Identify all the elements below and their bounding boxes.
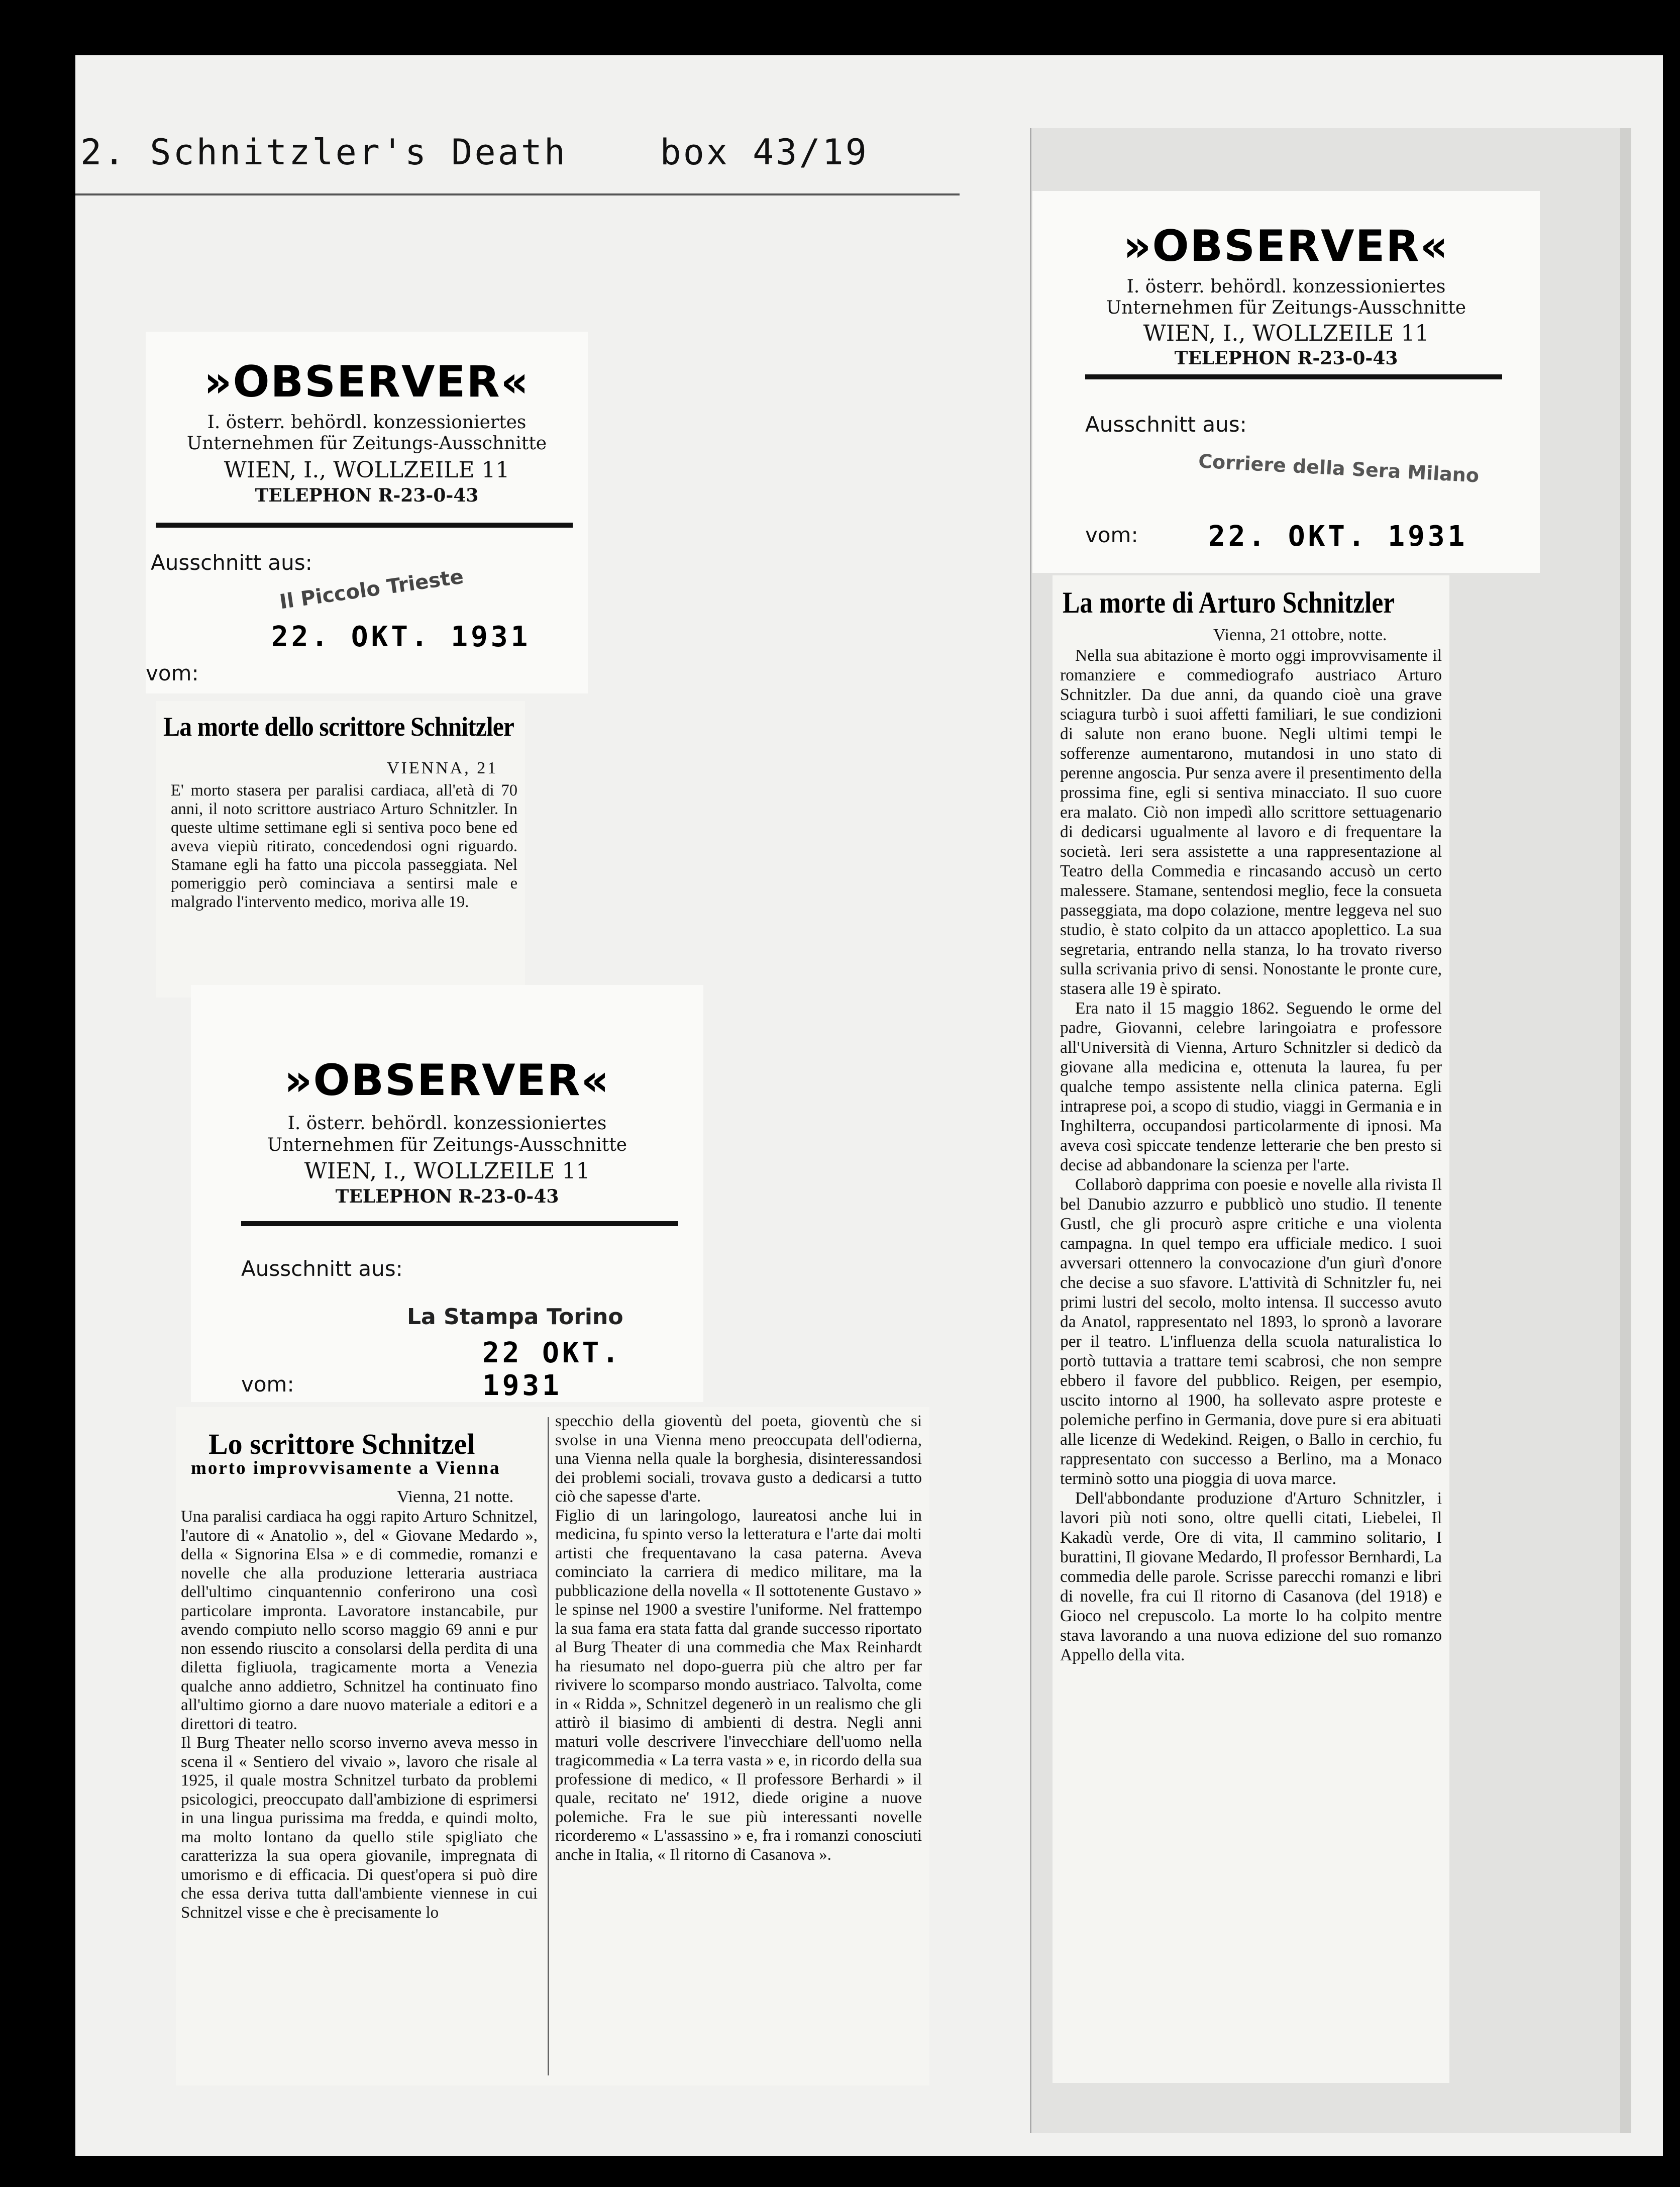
clipping-1: [156, 701, 525, 998]
clipping-headline: La morte di Arturo Schnitzler: [1063, 586, 1395, 619]
observer-rule: [1085, 374, 1502, 379]
paragraph: Figlio di un laringologo, laureatosi anche lui in medicina, fu spinto verso la letteratura e l'arte dai molti artisti che frequentavano la casa paterna. Aveva cominciato la carriera di medico militare, ma la pubblicazione della novella « Il sottotenente Gustavo » le spinse nel 1900 a svestire l'uniforme. Nel frattempo la sua fama era stata fatta dal grande successo riportato al Burg Theater di una commedia che Max Reinhardt ha riesumato nel dopo-guerra più che altro per far rivivere lo scomparso mondo austriaco. Talvolta, come in « Ridda », Schnitzel degenerò in un realismo che gli attirò il biasimo di ambienti di destra. Negli anni maturi volle descrivere l'invecchiare dell'uomo nella tragicommedia « La terra vasta » e, in ricordo della sua professione di medico, « Il professore Berhardi » il quale, recitato ne' 1912, diede origine a nuove polemiche. Fra le sue più interessanti novelle ricorderemo « L'assassino » e, fra i romanzi conosciuti anche in Italia, « Il ritorno di Casanova ».: [555, 1506, 922, 1864]
observer-phone: TELEPHON R-23-0-43: [1174, 348, 1398, 369]
clipping-2: [176, 1407, 929, 2085]
observer-phone: TELEPHON R-23-0-43: [335, 1186, 559, 1207]
observer-line2: Unternehmen für Zeitungs-Ausschnitte: [267, 1135, 627, 1155]
observer-line1: I. österr. behördl. konzessioniertes: [1126, 276, 1446, 297]
header-rule: [75, 193, 960, 195]
observer-line1: I. österr. behördl. konzessioniertes: [287, 1113, 607, 1134]
paragraph: specchio della gioventù del poeta, gioventù che si svolse in una Vienna meno preoccupata dell'odierna, una Vienna nella quale la borghesia, disinteressandosi dei problemi sociali, trovava gusto a dedicarsi a tutto ciò che sapesse d'arte.: [555, 1412, 922, 1506]
observer-card-2: [191, 985, 703, 1402]
ausschnitt-label: Ausschnitt aus:: [151, 550, 312, 575]
paragraph: Dell'abbondante produzione d'Arturo Schnitzler, i lavori più noti sono, oltre quelli citati, Liebelei, Il Kakadù verde, Ore di vita, Il cammino solitario, I burattini, Il giovane Medardo, Il professor Bernhardi, La commedia delle parole. Scrisse parecchi romanzi e libri di novelle, fra cui Il ritorno di Casanova (del 1918) e Gioco nel crepuscolo. La morte lo ha colpito mentre stava lavorando a una nuova edizione del suo romanzo Appello della vita.: [1060, 1489, 1442, 1664]
paragraph: Nella sua abitazione è morto oggi improvvisamente il romanziere e commediografo austriaco Arturo Schnitzler. Da due anni, da quando cioè una grave sciagura turbò i suoi affetti familiari, le sue condizioni di salute non erano buone. Negli ultimi tempi le sofferenze aumentarono, mutandosi in uno stato di perenne angoscia. Pur senza avere il presentimento della prossima fine, egli si sentiva minacciato. Il suo cuore era malato. Ciò non impedì allo scrittore settuagenario di dedicarsi ugualmente al lavoro e di frequentare la società. Ieri sera assistette a una rappresentazione al Teatro della Commedia e rincasando accusò un certo malessere. Stamane, sentendosi meglio, fece la consueta passeggiata, ma dopo colazione, mentre leggeva nel suo studio, è stato colpito da un attacco apoplettico. La sua segretaria, entrando nella stanza, lo ha trovato riverso sulla scrivania privo di sensi. Nonostante le pronte cure, stasera alle 19 è spirato.: [1060, 646, 1442, 998]
clipping-3: [1053, 575, 1449, 2083]
observer-rule: [156, 523, 573, 528]
source-stamp: La Stampa Torino: [407, 1304, 623, 1330]
paragraph: Era nato il 15 maggio 1862. Seguendo le orme del padre, Giovanni, celebre laringoiatra e professore all'Università di Vienna, Arturo Schnitzler si dedicò da giovane alla medicina e, ottenuta la laurea, fu per qualche tempo assistente nella clinica paterna. Egli intraprese poi, a scopo di studio, viaggi in Germania e in Inghilterra, occupandosi particolarmente di ipnosi. Ma aveva così spiccate tendenze letterarie che ben presto si decise ad abbandonare la scienza per l'arte.: [1060, 999, 1442, 1174]
clipping-column: [1060, 646, 1442, 1665]
observer-phone: TELEPHON R-23-0-43: [255, 485, 479, 506]
observer-line2: Unternehmen für Zeitungs-Ausschnitte: [1106, 297, 1466, 318]
clipping-dateline: Vienna, 21 notte.: [397, 1487, 514, 1506]
observer-card-3: [1032, 191, 1540, 573]
date-stamp: 22 OKT. 1931: [482, 1337, 622, 1402]
vom-label: vom:: [1085, 523, 1138, 547]
paragraph: Il Burg Theater nello scorso inverno aveva messo in scena il « Sentiero del vivaio », lavoro che risale al 1925, il quale mostra Schnitzel turbato da problemi psicologici, preoccupato dall'ambizione di esprimersi in una lingua purissima ma fredda, e quindi molto, ma molto lontano da quello stile spigliato che caratterizza la sua opera giovanile, impregnata di umorismo e di efficacia. Di quest'opera si può dire che essa deriva tutta dall'ambiente viennese in cui Schnitzel visse e che è precisamente lo: [181, 1734, 538, 1922]
observer-title: »OBSERVER«: [1123, 221, 1449, 271]
observer-card-1: [146, 332, 588, 693]
source-stamp: Corriere della Sera Milano: [1198, 450, 1480, 487]
clipping-dateline: VIENNA, 21: [387, 759, 498, 777]
vom-label: vom:: [241, 1372, 294, 1397]
observer-title: »OBSERVER«: [203, 357, 530, 407]
ausschnitt-label: Ausschnitt aus:: [1085, 412, 1247, 437]
archive-header: 2. Schnitzler's Death box 43/19: [80, 132, 869, 173]
source-stamp: Il Piccolo Trieste: [278, 565, 465, 614]
page-edge: [1620, 128, 1631, 2133]
paragraph: Una paralisi cardiaca ha oggi rapito Arturo Schnitzel, l'autore di « Anatolio », del « Giovane Medardo », della « Signorina Elsa » e di commedie, romanzi e novelle che alla produzione letteraria austriaca dell'ultimo cinquantennio conferirono una così particolare impronta. Lavoratore instancabile, pur avendo compiuto nello scorso maggio 69 anni e pur non essendo riuscito a consolarsi della perdita di una diletta figliuola, tragicamente morta a Venezia qualche anno addietro, Schnitzel ha continuato fino all'ultimo giorno a dare nuovo materiale a editori e a direttori di teatro.: [181, 1508, 538, 1733]
observer-address: WIEN, I., WOLLZEILE 11: [1143, 321, 1429, 346]
observer-rule: [241, 1221, 678, 1226]
observer-title: »OBSERVER«: [284, 1055, 610, 1106]
ausschnitt-label: Ausschnitt aus:: [241, 1256, 403, 1281]
observer-line1: I. österr. behördl. konzessioniertes: [207, 412, 527, 433]
paragraph: Collaborò dapprima con poesie e novelle alla rivista Il bel Danubio azzurro e pubblicò uno studio. Il tenente Gustl, che gli procurò aspre critiche e una violenta campagna. In quel tempo era ufficiale medico. I suoi avversari ottennero la convocazione d'un giurì d'onore che decise a suo sfavore. L'attività di Schnitzler fu, nei primi lustri del secolo, molto intensa. Il successo avuto da Anatol, rappresentato nel 1893, lo spronò a lavorare per il teatro. L'influenza della scuola naturalistica lo portò tuttavia a trattare temi scabrosi, che non sempre ebbero il favore del pubblico. Reigen, per esempio, uscito intorno al 1900, ha sollevato aspre proteste e polemiche perfino in Germania, dove pure si era abituati alle licenze di Wedekind. Reigen, o Ballo in cerchio, fu rappresentato con successo a Berlino, ma a Monaco terminò sotto una pioggia di uova marce.: [1060, 1175, 1442, 1488]
clipping-headline: Lo scrittore Schnitzel: [208, 1428, 475, 1460]
observer-address: WIEN, I., WOLLZEILE 11: [224, 457, 510, 483]
vom-label: vom:: [146, 661, 199, 685]
observer-address: WIEN, I., WOLLZEILE 11: [304, 1158, 590, 1184]
clipping-body: E' morto stasera per paralisi cardiaca, all'età di 70 anni, il noto scrittore austriaco Arturo Schnitzler. In queste ultime settimane egli si sentiva poco bene ed aveva viepiù ritirato, concedendosi ogni riguardo. Stamane egli ha fatto una piccola passeggiata. Nel pomeriggio però cominciava a sentirsi male e malgrado l'intervento medico, moriva alle 19.: [171, 781, 517, 911]
observer-line2: Unternehmen für Zeitungs-Ausschnitte: [186, 433, 547, 454]
clipping-dateline: Vienna, 21 ottobre, notte.: [1213, 626, 1387, 644]
clipping-headline: La morte dello scrittore Schnitzler: [163, 712, 514, 742]
clipping-subhead: morto improvvisamente a Vienna: [191, 1458, 501, 1478]
date-stamp: 22. OKT. 1931: [271, 621, 531, 653]
column-divider: [548, 1417, 549, 2075]
clipping-column-2: [555, 1412, 922, 1864]
clipping-column-1: [181, 1508, 538, 1922]
date-stamp: 22. OKT. 1931: [1208, 520, 1468, 553]
